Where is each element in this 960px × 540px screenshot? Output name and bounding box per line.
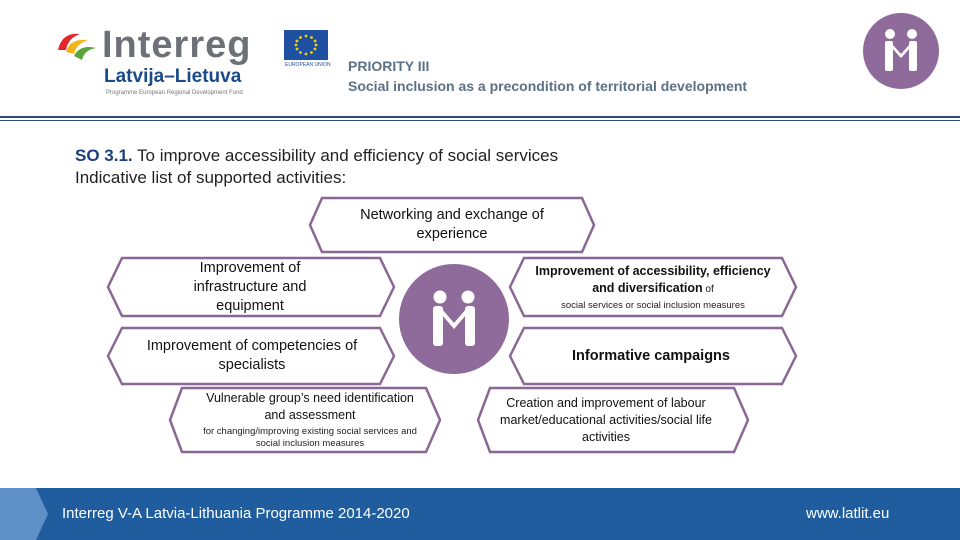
interreg-swirl-icon <box>54 28 100 68</box>
specific-objective <box>75 145 558 189</box>
eu-flag-icon <box>284 30 328 60</box>
creation-label: Creation and improvement of labour market/educational activities/social life activities <box>500 395 712 444</box>
logo-subtitle: Latvija–Lietuva <box>104 66 242 87</box>
campaigns-label: Informative campaigns <box>572 347 730 364</box>
competencies-label: Improvement of competencies of specialists <box>146 338 358 373</box>
networking-label: Networking and exchange of experience <box>360 207 544 242</box>
interreg-logo <box>54 22 334 102</box>
priority-subtitle: Social inclusion as a precondition of territorial development <box>348 78 748 94</box>
footer-programme: Interreg V-A Latvia-Lithuania Programme 2014-2020 <box>62 505 410 522</box>
eu-label: EUROPEAN UNION <box>285 62 331 68</box>
people-handshake-icon <box>398 263 510 375</box>
hex-accessibility <box>528 259 778 315</box>
people-handshake-icon <box>862 12 940 90</box>
accessibility-sub: social services or social inclusion measures <box>561 299 745 311</box>
infrastructure-label: Improvement of infrastructure and equipment <box>193 259 307 314</box>
footer-url-link[interactable]: www.latlit.eu <box>806 505 890 522</box>
hex-creation <box>500 390 712 450</box>
accessibility-of: of <box>702 283 714 295</box>
logo-tagline: Programme European Regional Development Fund <box>106 90 243 96</box>
hex-campaigns <box>540 330 762 382</box>
header-divider <box>0 116 960 118</box>
vulnerable-main: Vulnerable group’s need identification and assessment <box>206 391 414 422</box>
list-intro: Indicative list of supported activities: <box>75 168 347 187</box>
priority-heading <box>348 56 747 96</box>
hex-infrastructure <box>170 259 330 315</box>
priority-title: PRIORITY III <box>348 58 430 74</box>
accessibility-main: Improvement of accessibility, efficiency and diversification <box>535 263 771 295</box>
so-code: SO 3.1. <box>75 146 133 165</box>
so-text: To improve accessibility and efficiency of social services <box>132 146 559 165</box>
header-divider-thin <box>0 120 960 121</box>
hex-vulnerable <box>196 390 424 450</box>
hex-networking <box>330 204 574 246</box>
footer-accent-shape <box>0 488 50 540</box>
vulnerable-sub: for changing/improving existing social services and social inclusion measures <box>203 426 417 449</box>
logo-word: Interreg <box>102 24 252 66</box>
hex-competencies <box>134 330 370 382</box>
